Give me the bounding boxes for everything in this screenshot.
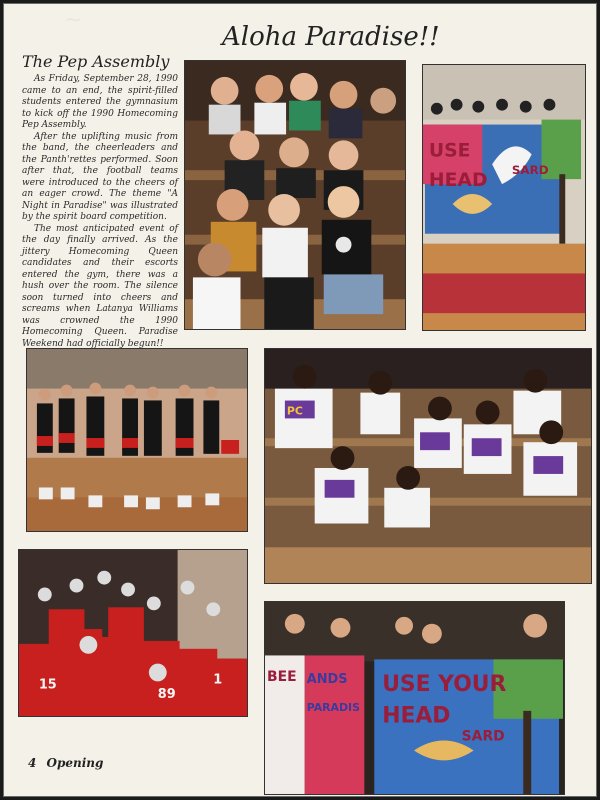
section-title: The Pep Assembly xyxy=(22,52,170,71)
section-name: Opening xyxy=(46,756,104,770)
photo-spirit-board xyxy=(422,64,586,331)
faded-watermark: ~ xyxy=(64,8,85,33)
page-title: Aloha Paradise!! xyxy=(222,22,440,52)
photo-spirit-boards xyxy=(264,601,565,795)
paragraph: The most anticipated event of the day finally arrived. As the jittery Homecoming Queen candidates and their escorts entered the gym, there was a hush over the room. The silence soon turned into cheers and screams when Latanya Williams was crowned the 1990 Homecoming Queen. Paradise Weekend had officially begun!! xyxy=(22,223,178,349)
photo-panthrettes xyxy=(264,348,592,584)
svg-text:1: 1 xyxy=(213,672,223,688)
yearbook-page xyxy=(3,3,597,797)
photo-football-team xyxy=(18,549,248,717)
paragraph: After the uplifting music from the band, the cheerleaders and the Panth'rettes performed. Soon after that, the football teams were introduced to the cheers of an eager crowd. The theme "A Night in Paradise" was illustrated by the spirit board competition. xyxy=(22,131,178,222)
page-footer xyxy=(28,756,103,770)
article-body xyxy=(22,74,178,350)
svg-text:USE: USE xyxy=(428,140,471,162)
svg-text:89: 89 xyxy=(157,687,176,703)
svg-text:HEAD: HEAD xyxy=(382,703,451,729)
svg-text:PC: PC xyxy=(286,404,303,418)
svg-text:SARD: SARD xyxy=(511,163,549,178)
svg-text:ANDS: ANDS xyxy=(306,672,348,688)
page-number: 4 xyxy=(28,756,37,770)
svg-text:HEAD: HEAD xyxy=(428,170,488,192)
svg-text:USE YOUR: USE YOUR xyxy=(382,672,507,698)
photo-cheerleaders xyxy=(26,348,248,532)
svg-text:PARADIS: PARADIS xyxy=(306,700,360,714)
photo-bleacher-students xyxy=(184,60,406,330)
svg-text:BEE: BEE xyxy=(266,669,297,686)
paragraph: As Friday, September 28, 1990 came to an end, the spirit-filled students entered the gymnasium to kick off the 1990 Homecoming Pep Assembly. xyxy=(22,74,178,130)
svg-text:15: 15 xyxy=(38,677,57,693)
svg-text:SARD: SARD xyxy=(461,728,505,745)
